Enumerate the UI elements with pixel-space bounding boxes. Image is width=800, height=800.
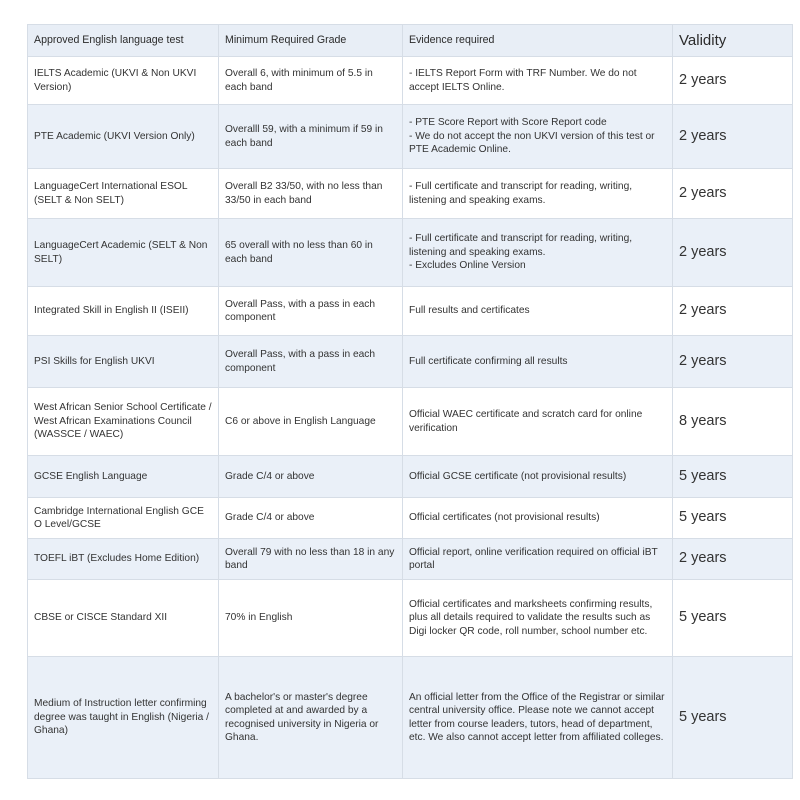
- cell-evidence: [403, 105, 673, 169]
- cell-test: PSI Skills for English UKVI: [28, 336, 219, 388]
- table-row: [28, 105, 793, 169]
- evidence-line: - Full certificate and transcript for reading, writing, listening and speaking exams.: [409, 181, 633, 206]
- cell-evidence: [403, 580, 673, 657]
- cell-test: Medium of Instruction letter confirming degree was taught in English (Nigeria / Ghana): [28, 657, 219, 779]
- evidence-line: - IELTS Report Form with TRF Number. We do not accept IELTS Online.: [409, 68, 637, 93]
- cell-validity: 5 years: [673, 498, 793, 539]
- cell-validity: 2 years: [673, 539, 793, 580]
- cell-grade: Overalll 59, with a minimum if 59 in each band: [219, 105, 403, 169]
- table-row: [28, 219, 793, 287]
- cell-evidence: [403, 498, 673, 539]
- table-row: [28, 336, 793, 388]
- english-requirements-table: [27, 24, 793, 779]
- cell-validity: 2 years: [673, 219, 793, 287]
- evidence-line: - PTE Score Report with Score Report code: [409, 117, 607, 129]
- cell-test: Cambridge International English GCE O Level/GCSE: [28, 498, 219, 539]
- cell-grade: Overall B2 33/50, with no less than 33/50 in each band: [219, 169, 403, 219]
- evidence-line: An official letter from the Office of the Registrar or similar central university office. Please note we cannot accept letter from course leaders, tutors, head of department, etc. We also cannot accept letter from affiliated colleges.: [409, 691, 665, 743]
- cell-grade: 70% in English: [219, 580, 403, 657]
- requirements-table-container: [27, 24, 792, 779]
- cell-evidence: [403, 388, 673, 456]
- cell-validity: 2 years: [673, 105, 793, 169]
- cell-validity: 2 years: [673, 169, 793, 219]
- cell-grade: Grade C/4 or above: [219, 456, 403, 498]
- cell-grade: Grade C/4 or above: [219, 498, 403, 539]
- cell-grade: C6 or above in English Language: [219, 388, 403, 456]
- evidence-line: Full certificate confirming all results: [409, 355, 568, 367]
- evidence-line: Official certificates (not provisional results): [409, 512, 600, 524]
- cell-evidence: [403, 336, 673, 388]
- table-row: [28, 539, 793, 580]
- cell-grade: Overall Pass, with a pass in each component: [219, 287, 403, 336]
- cell-evidence: [403, 539, 673, 580]
- header-test: Approved English language test: [28, 25, 219, 57]
- evidence-line: - Full certificate and transcript for reading, writing, listening and speaking exams.: [409, 233, 633, 258]
- evidence-line: Official GCSE certificate (not provisional results): [409, 470, 627, 482]
- table-header-row: [28, 25, 793, 57]
- table-row: [28, 169, 793, 219]
- header-evidence: Evidence required: [403, 25, 673, 57]
- table-row: [28, 57, 793, 105]
- table-row: [28, 657, 793, 779]
- header-grade: Minimum Required Grade: [219, 25, 403, 57]
- cell-test: LanguageCert International ESOL (SELT & Non SELT): [28, 169, 219, 219]
- cell-test: GCSE English Language: [28, 456, 219, 498]
- cell-evidence: [403, 657, 673, 779]
- table-row: [28, 498, 793, 539]
- evidence-line: Full results and certificates: [409, 305, 530, 317]
- cell-evidence: [403, 57, 673, 105]
- evidence-line: Official certificates and marksheets confirming results, plus all details required to validate the results such as Digi locker QR code, roll number, school number etc.: [409, 598, 653, 637]
- cell-test: IELTS Academic (UKVI & Non UKVI Version): [28, 57, 219, 105]
- cell-grade: 65 overall with no less than 60 in each band: [219, 219, 403, 287]
- cell-evidence: [403, 456, 673, 498]
- table-row: [28, 580, 793, 657]
- cell-validity: 5 years: [673, 580, 793, 657]
- evidence-line: - Excludes Online Version: [409, 260, 526, 272]
- evidence-line: Official report, online verification required on official iBT portal: [409, 546, 658, 571]
- cell-validity: 5 years: [673, 456, 793, 498]
- cell-evidence: [403, 169, 673, 219]
- cell-validity: 2 years: [673, 57, 793, 105]
- cell-grade: Overall 6, with minimum of 5.5 in each band: [219, 57, 403, 105]
- cell-test: PTE Academic (UKVI Version Only): [28, 105, 219, 169]
- cell-test: CBSE or CISCE Standard XII: [28, 580, 219, 657]
- cell-test: TOEFL iBT (Excludes Home Edition): [28, 539, 219, 580]
- cell-grade: Overall Pass, with a pass in each component: [219, 336, 403, 388]
- table-row: [28, 388, 793, 456]
- cell-validity: 8 years: [673, 388, 793, 456]
- evidence-line: Official WAEC certificate and scratch card for online verification: [409, 409, 643, 434]
- cell-validity: 2 years: [673, 336, 793, 388]
- header-validity: Validity: [673, 25, 793, 57]
- cell-test: Integrated Skill in English II (ISEII): [28, 287, 219, 336]
- table-row: [28, 287, 793, 336]
- cell-test: LanguageCert Academic (SELT & Non SELT): [28, 219, 219, 287]
- cell-grade: Overall 79 with no less than 18 in any band: [219, 539, 403, 580]
- evidence-line: - We do not accept the non UKVI version of this test or PTE Academic Online.: [409, 130, 655, 156]
- cell-validity: 5 years: [673, 657, 793, 779]
- cell-evidence: [403, 287, 673, 336]
- cell-evidence: [403, 219, 673, 287]
- cell-grade: A bachelor's or master's degree completed at and awarded by a recognised university in Nigeria or Ghana.: [219, 657, 403, 779]
- cell-test: West African Senior School Certificate / West African Examinations Council (WASSCE / WAEC): [28, 388, 219, 456]
- cell-validity: 2 years: [673, 287, 793, 336]
- table-row: [28, 456, 793, 498]
